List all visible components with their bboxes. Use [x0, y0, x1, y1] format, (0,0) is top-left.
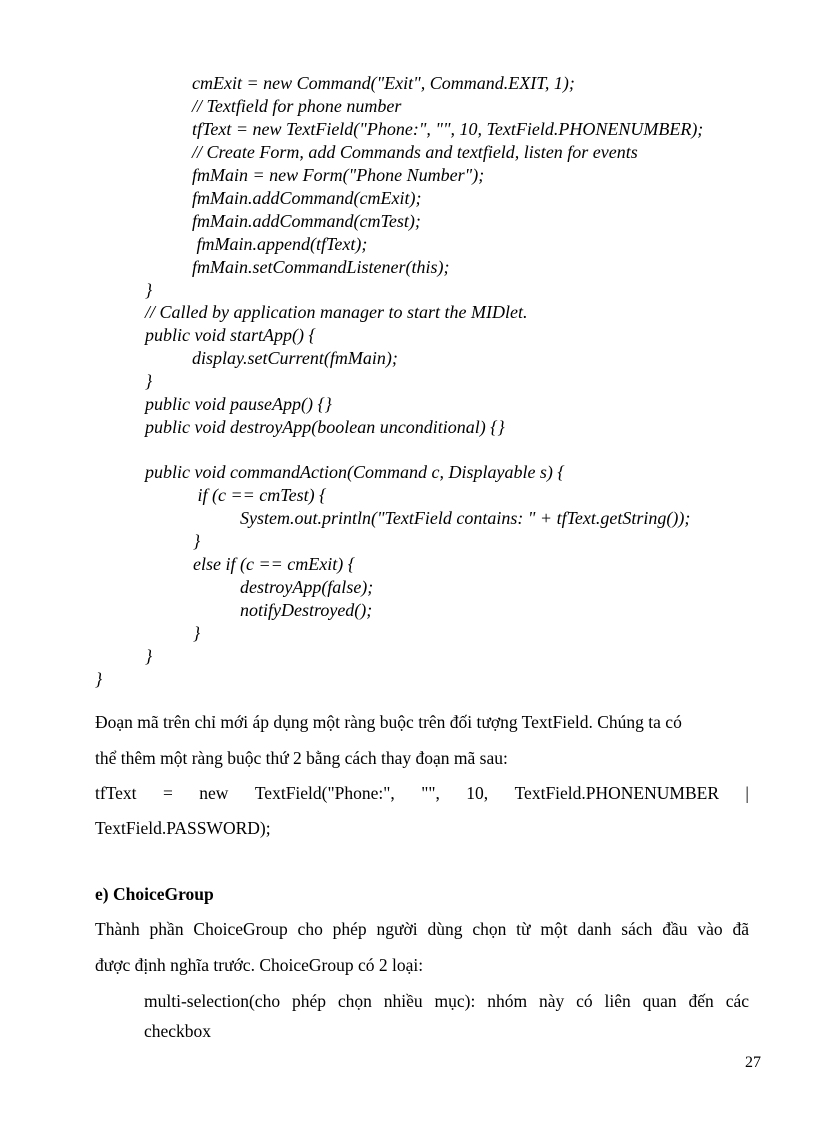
- code-line: System.out.println("TextField contains: " + tfText.getString());: [240, 508, 691, 528]
- code-line: fmMain.addCommand(cmExit);: [192, 188, 422, 208]
- code-token: new: [199, 783, 229, 803]
- code-token: |: [745, 783, 749, 803]
- paragraph-line: TextField.PASSWORD);: [95, 818, 271, 838]
- paragraph-line: được định nghĩa trước. ChoiceGroup có 2 loại:: [95, 955, 424, 975]
- code-line: tfText = new TextField("Phone:", "", 10, TextField.PHONENUMBER);: [192, 119, 704, 139]
- code-line: destroyApp(false);: [240, 577, 374, 597]
- code-token: "",: [421, 783, 440, 803]
- code-token: TextField.PHONENUMBER: [514, 783, 719, 803]
- code-line: }: [145, 280, 153, 300]
- code-line: else if (c == cmExit) {: [193, 554, 355, 574]
- code-line: }: [145, 371, 153, 391]
- code-line: }: [145, 646, 153, 666]
- code-token: tfText: [95, 783, 137, 803]
- paragraph-text: Đoạn mã trên chỉ mới áp dụng một ràng buộc trên đối tượng TextField. Chúng ta có: [95, 712, 682, 732]
- paragraph-line: [95, 711, 749, 733]
- code-line: // Textfield for phone number: [192, 96, 402, 116]
- code-line: public void pauseApp() {}: [145, 394, 332, 414]
- code-line: }: [95, 669, 103, 689]
- code-line: public void commandAction(Command c, Displayable s) {: [145, 462, 565, 482]
- code-line: fmMain = new Form("Phone Number");: [192, 165, 485, 185]
- code-line: fmMain.append(tfText);: [192, 234, 368, 254]
- code-line: }: [193, 623, 201, 643]
- page-number: 27: [745, 1054, 761, 1071]
- code-line: public void startApp() {: [145, 325, 316, 345]
- code-line: display.setCurrent(fmMain);: [192, 348, 398, 368]
- code-line: cmExit = new Command("Exit", Command.EXIT, 1);: [192, 73, 575, 93]
- paragraph-line: thể thêm một ràng buộc thứ 2 bằng cách thay đoạn mã sau:: [95, 748, 508, 768]
- code-token: TextField("Phone:",: [254, 783, 395, 803]
- code-line: // Called by application manager to start the MIDlet.: [145, 302, 528, 322]
- section-heading: e) ChoiceGroup: [95, 884, 214, 904]
- code-line: if (c == cmTest) {: [193, 485, 327, 505]
- code-token: =: [162, 783, 173, 803]
- code-inline-line: [95, 782, 749, 804]
- code-line: fmMain.setCommandListener(this);: [192, 257, 450, 277]
- code-line: // Create Form, add Commands and textfield, listen for events: [192, 142, 638, 162]
- code-token: 10,: [466, 783, 489, 803]
- code-line: notifyDestroyed();: [240, 600, 373, 620]
- code-line: public void destroyApp(boolean unconditional) {}: [145, 417, 505, 437]
- code-line: }: [193, 531, 201, 551]
- paragraph-line: Thành phần ChoiceGroup cho phép người dùng chọn từ một danh sách đầu vào đã: [95, 919, 749, 939]
- bullet-line: checkbox: [144, 1021, 212, 1041]
- code-line: fmMain.addCommand(cmTest);: [192, 211, 421, 231]
- bullet-line: multi-selection(cho phép chọn nhiều mục): nhóm này có liên quan đến các: [144, 991, 749, 1011]
